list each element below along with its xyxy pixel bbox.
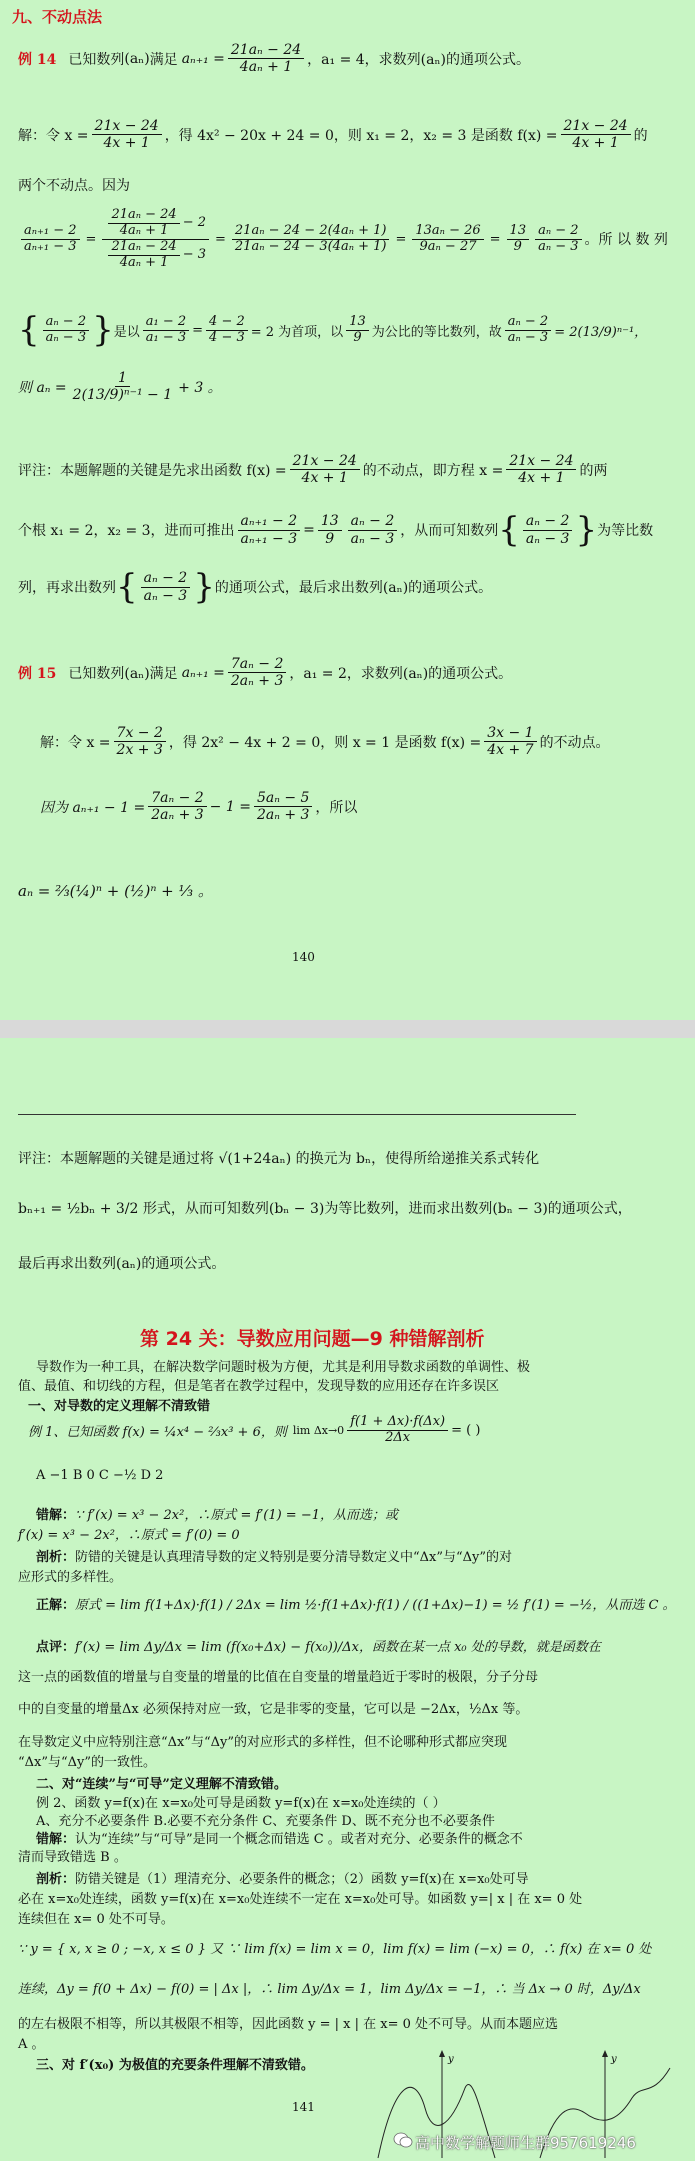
- ex15-sol2-a: 因为 aₙ₊₁ − 1 =: [40, 799, 146, 816]
- ex14-line3-seq2-num: aₙ − 2: [505, 315, 551, 331]
- ex2-analysis-7: A 。: [18, 2037, 45, 2052]
- ex14-stmt-c: ，a₁ = 4，求数列(aₙ)的通项公式。: [307, 51, 530, 68]
- ex15-label: 例 15: [18, 665, 57, 682]
- ex14-sol1-frac2: [561, 118, 631, 151]
- ex14-sol1-d: 两个不动点。因为: [18, 178, 130, 194]
- ex1-analysis-2: 应形式的多样性。: [18, 1570, 123, 1585]
- ex14-line3-q-den: 9: [353, 329, 362, 345]
- ex2-wrong-text: 认为“连续”与“可导”是同一个概念而错选 C 。或者对充分、必要条件的概念不: [75, 1832, 523, 1847]
- ex15-sol-a: 解：令 x =: [40, 734, 111, 751]
- ex14-eq3-den: aₙ − 3: [538, 238, 579, 254]
- ex2-analysis-1: [36, 1868, 529, 1887]
- ex14-note-den1: 4x + 1: [301, 470, 348, 487]
- ex14-line3-f2-den: 4 − 3: [209, 329, 245, 345]
- p2-note-1: 评注：本题解题的关键是通过将 √(1+24aₙ) 的换元为 bₙ，使得所给递推关系式转化: [18, 1151, 540, 1167]
- ex14-note3-seq-num: aₙ − 2: [141, 570, 191, 587]
- ex14-note-3: 列，再求出数列 { $\frac{\text{aₙ − 2}}{\text{aₙ − 3}}$ } 的通项公式，最后求出数列(aₙ)的通项公式。: [18, 567, 493, 607]
- ex14-note2-eq3-den: aₙ − 3: [350, 530, 395, 547]
- ex14-big-mid-n2: 4aₙ + 1: [119, 222, 169, 238]
- ex1-b: = ( ): [451, 1422, 481, 1438]
- ex15-sol2-num2: 5aₙ − 5: [254, 790, 312, 807]
- ex14-line3-q: [346, 315, 369, 346]
- ex14-big-mid-minus2: − 2: [182, 214, 206, 230]
- ex15-sol-b: ，得 2x² − 4x + 2 = 0，则 x = 1 是函数 f(x) =: [168, 734, 482, 751]
- wrong-label-2: 错解：: [36, 1832, 76, 1847]
- ex15-recur-den: 2aₙ + 3: [230, 673, 284, 690]
- ex14-note2-coef-den: 9: [325, 530, 335, 547]
- ex1-wrong-1: [36, 1504, 398, 1523]
- ex14-line3-seq2: [505, 315, 551, 346]
- ex14-note-num2: 21x − 24: [506, 453, 576, 470]
- ex14-note2-b: ，从而可知数列: [400, 523, 499, 539]
- ex14-stmt-an: (aₙ): [124, 50, 150, 67]
- comment-text-1: f′(x) = lim Δy/Δx = lim (f(x₀+Δx) − f(x₀))/Δx，函数在某一点 x₀ 处的导数，就是函数在: [75, 1640, 601, 1655]
- ex2-line-2: A、充分不必要条件 B.必要不充分条件 C、充要条件 D、既不充分也不必要条件: [36, 1814, 495, 1829]
- ex14-eq1-num: 21aₙ − 24 − 2(4aₙ + 1): [232, 224, 390, 240]
- ex14-sol1-c: 的: [633, 127, 648, 144]
- ex2-analysis-6: 的左右极限不相等，所以其极限不相等，因此函数 y = | x | 在 x= 0 处不可导。从而本题应选: [18, 2017, 559, 2032]
- ex14-sol1-num: 21x − 24: [92, 118, 162, 135]
- ex14-note2-coef-num: 13: [318, 513, 342, 530]
- ex14-big-equation: $\frac{\text{aₙ₊₁ − 2}}{\text{aₙ₊₁ − 3}}$ = $\frac{\text{21aₙ − 24}}{\text{4aₙ + 1}}$ − 2 $\frac{\text{21aₙ − 24}}{\text{4aₙ + 1}}$ − 3 = $\frac{\text{21aₙ − 24 − 2(4aₙ + 1)}}{\text{21aₙ − 24 − 3(4aₙ + 1)}}$ = $\frac{\text{13aₙ − 26}}{\text{9aₙ − 27}}$ = $\frac{13}{9}$ $\frac{\text{aₙ − 2}}{\text{aₙ − 3}}$ 。所 以 数 列: [18, 208, 668, 271]
- wrong-label: 错解：: [36, 1508, 76, 1523]
- ex14-recur-den: 4aₙ + 1: [239, 59, 293, 76]
- ex14-line3-f2: [206, 315, 248, 346]
- ex14-seq-den: aₙ − 3: [45, 329, 87, 345]
- ex14-eq2: [412, 224, 483, 255]
- ex14-sol1-den: 4x + 1: [103, 135, 150, 152]
- ex14-note2-c: 为等比数: [597, 523, 654, 539]
- ex14-big-mid-n2b: 4aₙ + 1: [119, 254, 169, 270]
- ex14-line3-f2-num: 4 − 2: [206, 315, 248, 331]
- ex14-eq-tail: 。所 以 数 列: [584, 232, 668, 249]
- ex14-note-a: 评注：本题解题的关键是先求出函数 f(x) =: [18, 462, 287, 479]
- ex14-note-b: 的不动点，即方程 x =: [362, 462, 504, 479]
- page-141: [0, 1038, 695, 2161]
- ex2-analysis-3: 连续但在 x= 0 处不可导。: [18, 1912, 174, 1927]
- ex14-note2-lhs-den: aₙ₊₁ − 3: [240, 530, 298, 547]
- ex1-analysis-1: [36, 1546, 512, 1565]
- ex14-seq-frac: [43, 315, 89, 346]
- ex14-recur-num: 21aₙ − 24: [228, 42, 304, 59]
- ex14-recur-lhs: aₙ₊₁ =: [181, 50, 225, 67]
- ex14-seq-num: aₙ − 2: [43, 315, 89, 331]
- ex14-res-a: 则 aₙ =: [18, 379, 67, 396]
- analysis-text-1: 防错的关键是认真理清导数的定义特别是要分清导数定义中“Δx”与“Δy”的对: [75, 1550, 513, 1565]
- ex14-big-lhs-den: aₙ₊₁ − 3: [24, 238, 77, 254]
- ex1-comment-5: “Δx”与“Δy”的一致性。: [18, 1755, 157, 1770]
- correct-label: 正解：: [36, 1598, 76, 1613]
- ex15-sol2-den2: 2aₙ + 3: [256, 807, 310, 824]
- comment-label: 点评：: [36, 1640, 76, 1655]
- ex1-den: 2Δx: [385, 1429, 411, 1445]
- ex14-note3-b: 的通项公式，最后求出数列(aₙ)的通项公式。: [214, 580, 493, 596]
- page-140: [0, 0, 695, 1020]
- ex14-big-mid-minus3: − 3: [182, 246, 206, 262]
- ex15-result: aₙ = ⅔(¼)ⁿ + (½)ⁿ + ⅓ 。: [18, 882, 213, 900]
- ex15-stmt-b: ，a₁ = 2，求数列(aₙ)的通项公式。: [289, 665, 513, 682]
- ex1-num: f(1 + Δx)·f(Δx): [347, 1415, 448, 1431]
- ex14-sol1-den2: 4x + 1: [572, 135, 619, 152]
- ex2-analysis-2: 必在 x=x₀处连续，函数 y=f(x)在 x=x₀处连续不一定在 x=x₀处可导。如函数 y=| x | 在 x= 0 处: [18, 1892, 583, 1907]
- ex15-sol2-b: − 1 =: [209, 798, 251, 815]
- ex14-result: [18, 370, 222, 403]
- ex14-eq3-coef-den: 9: [513, 238, 522, 254]
- page-gap: [0, 1020, 695, 1038]
- ex15-recur-lhs: aₙ₊₁ =: [181, 664, 225, 681]
- ex14-note2-eq3-num: aₙ − 2: [348, 513, 398, 530]
- ex14-label: 例 14: [18, 51, 57, 68]
- ex15-statement: [18, 656, 512, 689]
- analysis-label: 剖析：: [36, 1550, 76, 1565]
- heading-1: 一、对导数的定义理解不清致错: [28, 1399, 211, 1414]
- ex1-comment-4: 在导数定义中应特别注意“Δx”与“Δy”的对应形式的多样性，但不论哪种形式都应突现: [18, 1735, 508, 1750]
- ex15-sol-den: 2x + 3: [116, 742, 163, 759]
- ex14-recur-frac: [228, 42, 304, 75]
- ex14-sol1-frac: [92, 118, 162, 151]
- ex14-note2-seq-num: aₙ − 2: [523, 513, 573, 530]
- correct-text: 原式 = lim f(1+Δx)·f(1) / 2Δx = lim ½·f(1+Δx)·f(1) / ((1+Δx)−1) = ½ f′(1) = −½，从而选 C 。: [75, 1598, 676, 1613]
- ex1-a: 例 1、已知函数 f(x) = ¼x⁴ − ⅔x³ + 6，则: [28, 1424, 287, 1440]
- ex15-sol-num2: 3x − 1: [484, 725, 536, 742]
- ex14-line3-b: = 2 为首项，以: [250, 324, 344, 340]
- ex1-lim: lim Δx→0: [292, 1423, 345, 1437]
- ex14-stmt-b: 满足: [149, 51, 178, 68]
- ex15-sol2-num1: 7aₙ − 2: [148, 790, 206, 807]
- header-rule: [18, 1114, 576, 1115]
- ex14-big-lhs-num: aₙ₊₁ − 2: [21, 224, 80, 240]
- ex1-choices: A −1 B 0 C −½ D 2: [36, 1468, 164, 1483]
- ex15-solution-1: [40, 725, 610, 758]
- ex14-note2-seq-den: aₙ − 3: [525, 530, 570, 547]
- ex15-sol2-den1: 2aₙ + 3: [151, 807, 204, 824]
- p2-note-2: bₙ₊₁ = ½bₙ + 3/2 形式，从而可知数列(bₙ − 3)为等比数列，进而求出数列(bₙ − 3)的通项公式，: [18, 1201, 632, 1217]
- ex14-eq3-coef-num: 13: [507, 224, 530, 240]
- p2-note-3: 最后再求出数列(aₙ)的通项公式。: [18, 1256, 226, 1272]
- ex14-eq1: [232, 224, 390, 255]
- page-number-140: 140: [292, 950, 315, 964]
- intro-line-2: 值、最值、和切线的方程，但是笔者在教学过程中，发现导数的应用还存在许多误区: [18, 1379, 500, 1394]
- ex14-stmt-a: 已知数列: [68, 51, 125, 68]
- ex2-analysis-4: ∵ y = { x, x ≥ 0 ; −x, x ≤ 0 } 又 ∵ lim f(x) = lim x = 0，lim f(x) = lim (−x) = 0，∴ f(x) 在 x= 0 处: [18, 1942, 652, 1957]
- ex14-statement: [18, 42, 530, 75]
- heading-2: 二、对“连续”与“可导”定义理解不清致错。: [36, 1777, 287, 1792]
- ex14-eq1-den: 21aₙ − 24 − 3(4aₙ + 1): [234, 238, 387, 254]
- ex2-line-1: 例 2、函数 y=f(x)在 x=x₀处可导是函数 y=f(x)在 x=x₀处连续的（ ）: [36, 1796, 446, 1811]
- ex15-sol2-c: ，所以: [315, 799, 358, 816]
- intro-line-1: 导数作为一种工具，在解决数学问题时极为方便，尤其是利用导数求函数的单调性、极: [36, 1360, 531, 1375]
- ex14-note-den2: 4x + 1: [518, 470, 565, 487]
- ex14-eq2-num: 13aₙ − 26: [412, 224, 483, 240]
- ex14-res-b: + 3 。: [178, 379, 222, 396]
- ex14-note3-seq-den: aₙ − 3: [143, 587, 188, 604]
- ex1-correct: [36, 1594, 676, 1613]
- ex2-analysis-5: 连续，Δy = f(0 + Δx) − f(0) = | Δx |，∴ lim Δy/Δx = 1，lim Δy/Δx = −1，∴ 当 Δx → 0 时，Δy/Δx: [18, 1982, 641, 1997]
- graph-right-y-label: y: [611, 2054, 617, 2065]
- lesson-title: 第 24 关：导数应用问题—9 种错解剖析: [140, 1328, 485, 1350]
- ex14-big-mid-n1b: 21aₙ − 24: [108, 240, 179, 256]
- ex14-big-lhs: [21, 224, 80, 255]
- page-number-141: 141: [292, 2100, 315, 2114]
- ex1-statement: [28, 1415, 480, 1446]
- ex1-comment-3: 中的自变量的增量Δx 必须保持对应一致，它是非零的变量，它可以是 −2Δx，½Δx 等。: [18, 1702, 529, 1717]
- wrong-text-1: ∵ f′(x) = x³ − 2x²，∴原式 = f′(1) = −1，从而选；或: [75, 1508, 398, 1523]
- ex14-line3-q-num: 13: [346, 315, 369, 331]
- ex14-res-frac: [70, 370, 175, 403]
- ex14-eq3-num: aₙ − 2: [535, 224, 581, 240]
- ex14-line3: { $\frac{\text{aₙ − 2}}{\text{aₙ − 3}}$ } 是以 $\frac{\text{a₁ − 2}}{\text{a₁ − 3}}$ = $\frac{4 - 2}{4 - 3}$ = 2 为首项，以 $\frac{13}{9}$ 为公比的等比数列，故 $\frac{\text{aₙ − 2}}{\text{aₙ − 3}}$ = 2(13/9)ⁿ⁻¹，: [18, 310, 648, 350]
- ex15-sol-c: 的不动点。: [539, 734, 610, 751]
- ex14-note-num1: 21x − 24: [290, 453, 360, 470]
- ex2-analysis-text-1: 防错关键是（1）理清充分、必要条件的概念；（2）函数 y=f(x)在 x=x₀处可导: [75, 1872, 529, 1887]
- ex14-res-den: 2(13/9)ⁿ⁻¹ − 1: [72, 387, 173, 404]
- ex14-line3-c: 为公比的等比数列，故: [371, 324, 502, 340]
- ex14-big-mid: [102, 208, 209, 271]
- ex14-big-mid-n1: 21aₙ − 24: [108, 208, 179, 224]
- ex14-solution-1: [18, 118, 648, 151]
- ex14-note3-a: 列，再求出数列: [18, 580, 116, 596]
- ex15-recur-num: 7aₙ − 2: [228, 656, 286, 673]
- ex14-res-num: 1: [115, 370, 130, 387]
- ex14-note-c: 的两: [579, 462, 608, 479]
- ex15-sol-den2: 4x + 7: [487, 742, 534, 759]
- ex14-eq3-coef: [507, 224, 530, 255]
- ex14-eq3: [535, 224, 581, 255]
- ex14-line3-seq2-den: aₙ − 3: [507, 329, 549, 345]
- ex15-solution-2: [40, 790, 357, 823]
- ex2-wrong-1: [36, 1828, 523, 1847]
- ex14-line3-d: = 2(13/9)ⁿ⁻¹，: [554, 324, 648, 340]
- ex1-comment-2: 这一点的函数值的增量与自变量的增量的比值在自变量的增量趋近于零时的极限，分子分母: [18, 1670, 539, 1685]
- analysis-label-2: 剖析：: [36, 1872, 76, 1887]
- ex1-comment-1: [36, 1636, 601, 1655]
- ex1-wrong-2: f′(x) = x³ − 2x²，∴原式 = f′(0) = 0: [18, 1528, 240, 1543]
- ex14-line3-a: 是以: [113, 324, 140, 340]
- ex14-note-2: 个根 x₁ = 2，x₂ = 3，进而可推出 $\frac{\text{aₙ₊₁ − 2}}{\text{aₙ₊₁ − 3}}$ = $\frac{13}{9}$ $\frac{\text{aₙ − 2}}{\text{aₙ − 3}}$ ，从而可知数列 { $\frac{\text{aₙ − 2}}{\text{aₙ − 3}}$ } 为等比数: [18, 510, 654, 550]
- ex2-wrong-2: 清而导致错选 B 。: [18, 1850, 127, 1865]
- ex15-stmt-a: 已知数列(aₙ)满足: [68, 665, 178, 682]
- watermark-text: 高中数学解题师生群957619246: [415, 2134, 636, 2152]
- ex15-sol-num: 7x − 2: [114, 725, 166, 742]
- heading-3: 三、对 f′(x₀) 为极值的充要条件理解不清致错。: [36, 2058, 314, 2073]
- ex14-sol1-num2: 21x − 24: [561, 118, 631, 135]
- ex14-note-1: [18, 453, 607, 486]
- ex14-line3-f1: [143, 315, 189, 346]
- ex14-line3-f1-den: a₁ − 3: [145, 329, 187, 345]
- wechat-icon: [393, 2131, 413, 2149]
- graph-left-y-label: y: [448, 2054, 454, 2065]
- section-title: 九、不动点法: [12, 8, 103, 26]
- ex14-line3-f1-num: a₁ − 2: [143, 315, 189, 331]
- ex14-note2-a: 个根 x₁ = 2，x₂ = 3，进而可推出: [18, 523, 235, 539]
- ex14-sol1-b: ，得 4x² − 20x + 24 = 0，则 x₁ = 2，x₂ = 3 是函数 f(x) =: [164, 127, 558, 144]
- ex14-note2-lhs-num: aₙ₊₁ − 2: [238, 513, 301, 530]
- ex14-sol1-a: 解：令 x =: [18, 127, 89, 144]
- ex14-eq2-den: 9aₙ − 27: [419, 238, 477, 254]
